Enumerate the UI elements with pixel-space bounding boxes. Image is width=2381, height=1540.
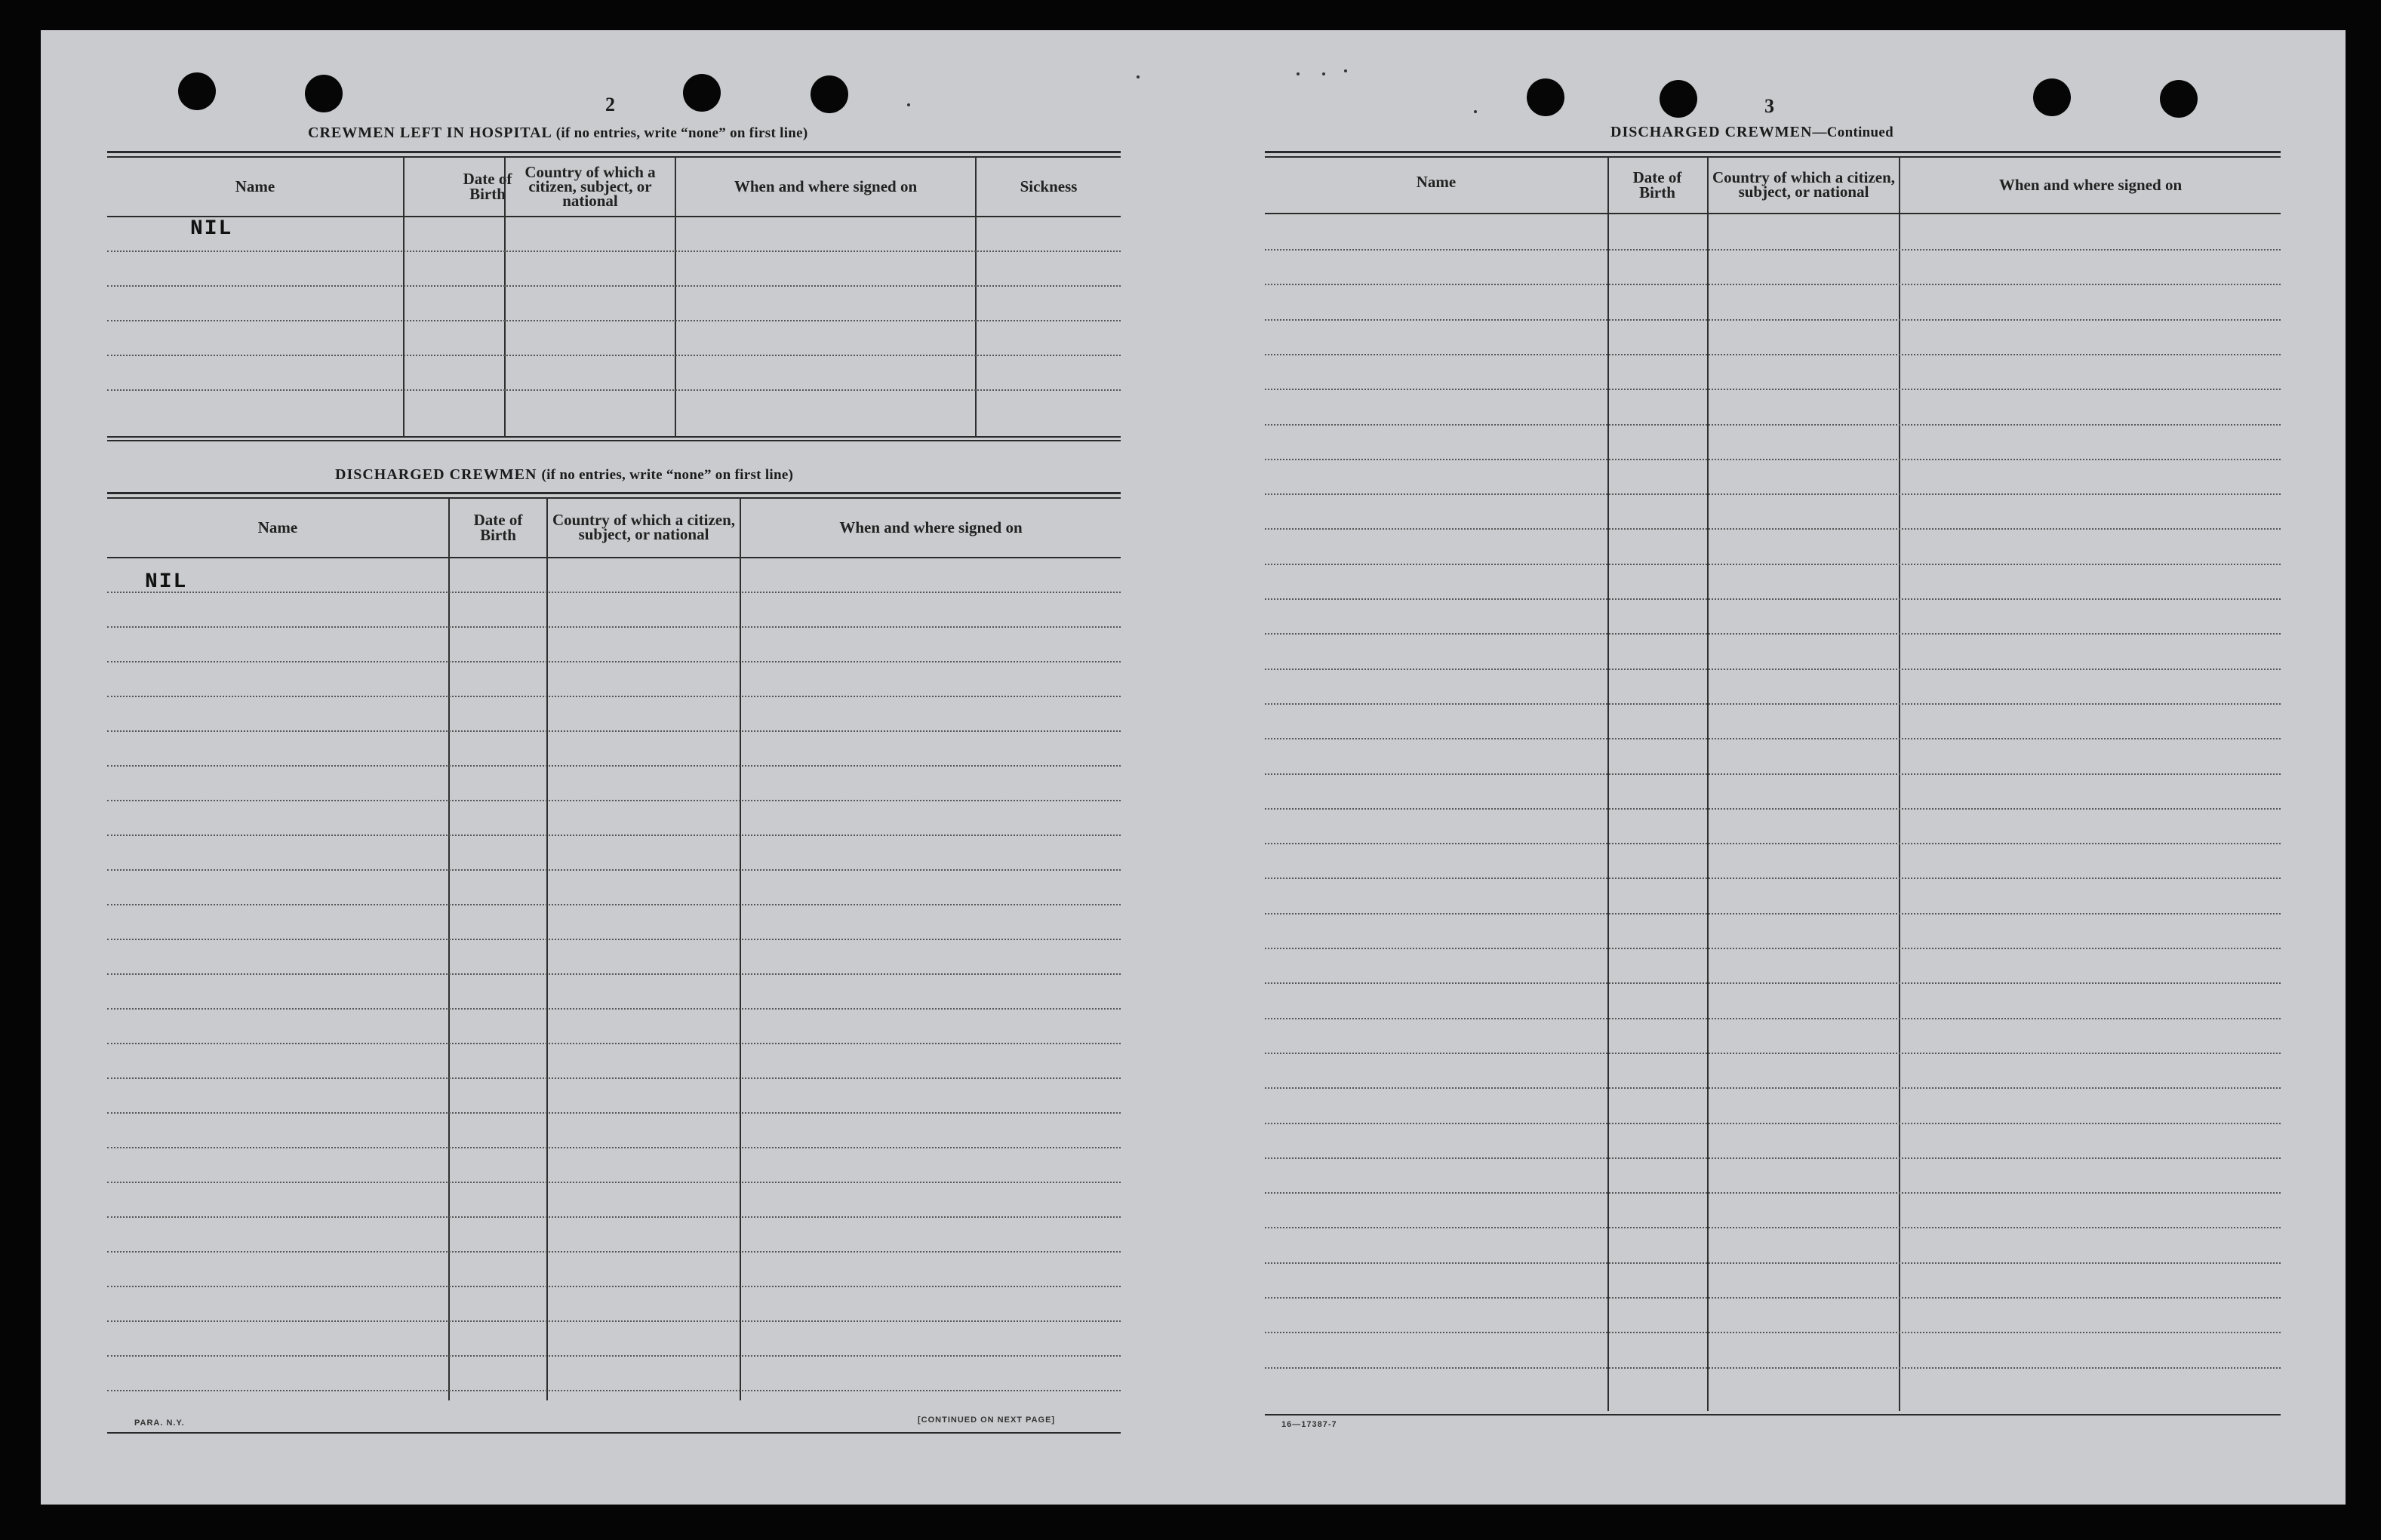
column-header-country: Country of which a citizen, subject, or national: [1712, 168, 1896, 201]
continued-suffix: —Continued: [1812, 124, 1893, 140]
ruling-line: [1265, 1262, 2281, 1264]
ruling-line: [107, 1147, 1121, 1148]
ruling-line: [1265, 703, 2281, 705]
ruling-line: [1265, 1157, 2281, 1159]
ruling-line: [1265, 878, 2281, 879]
column-header-signed-on: When and where signed on: [734, 177, 918, 195]
ruling-line: [1265, 738, 2281, 739]
column-header-signed-on: When and where signed on: [1998, 176, 2183, 194]
ruling-line: [1265, 598, 2281, 600]
page-number-left: 2: [605, 94, 615, 115]
discharged-section-title: [335, 466, 793, 484]
ruling-line: [107, 1355, 1121, 1357]
column-header-name: Name: [1416, 173, 1457, 191]
ruling-line: [1265, 1227, 2281, 1228]
column-header-date-of-birth: Date of Birth: [473, 511, 523, 544]
ruling-line: [107, 1390, 1121, 1391]
ruling-line: [107, 1251, 1121, 1253]
ruling-line: [107, 939, 1121, 940]
ruling-line: [107, 1112, 1121, 1114]
ruling-line: [1265, 528, 2281, 530]
ruling-line: [1265, 354, 2281, 355]
discharged-instruction: (if no entries, write “none” on first line): [541, 467, 794, 483]
speck: [1137, 75, 1140, 78]
ruling-line: [107, 730, 1121, 732]
column-header-country: Country of which a citizen, subject, or national: [524, 162, 656, 210]
speck: [1297, 72, 1300, 75]
ruling-line: [1265, 982, 2281, 984]
speck: [1344, 69, 1347, 72]
discharged-table-left: [107, 492, 1121, 1434]
ruling-line: [1265, 773, 2281, 775]
hospital-instruction: (if no entries, write “none” on first line): [555, 125, 808, 141]
column-header-country: Country of which a citizen, subject, or national: [552, 511, 736, 543]
punch-hole: [305, 75, 343, 112]
ruling-line: [1265, 1018, 2281, 1019]
discharged-title-text: DISCHARGED CREWMEN: [335, 466, 537, 483]
page-number-right: 3: [1764, 95, 1774, 117]
hospital-title-text: CREWMEN LEFT IN HOSPITAL: [308, 124, 552, 141]
ruling-line: [1265, 1297, 2281, 1299]
column-header-name: Name: [257, 518, 298, 536]
hospital-entry-name: NIL: [190, 217, 233, 241]
ruling-line: [107, 1182, 1121, 1183]
column-header-date-of-birth: Date of Birth: [1632, 168, 1682, 201]
ruling-line: [1265, 424, 2281, 426]
ruling-line: [1265, 1053, 2281, 1054]
ruling-line: [107, 1043, 1121, 1044]
ruling-line: [107, 626, 1121, 628]
ruling-line: [1265, 319, 2281, 321]
column-header-name: Name: [235, 177, 275, 195]
punch-hole: [683, 74, 721, 112]
footer-continued: [CONTINUED ON NEXT PAGE]: [918, 1416, 1056, 1425]
ruling-line: [1265, 669, 2281, 670]
ruling-line: [1265, 459, 2281, 460]
ruling-line: [1265, 808, 2281, 810]
discharged-entry-name: NIL: [145, 570, 188, 594]
ruling-line: [1265, 1332, 2281, 1333]
discharged-continued-title: [1610, 124, 1893, 141]
discharged-table-right: [1265, 151, 2281, 1419]
ruling-line: [107, 1008, 1121, 1010]
ruling-line: [107, 973, 1121, 975]
footer-printer: PARA. N.Y.: [134, 1419, 185, 1428]
column-header-signed-on: When and where signed on: [839, 518, 1023, 536]
hospital-section-title: [308, 124, 808, 142]
ruling-line: [1265, 284, 2281, 285]
punch-hole: [1660, 80, 1697, 118]
punch-hole: [2160, 80, 2198, 118]
ruling-line: [107, 800, 1121, 801]
ruling-line: [1265, 1367, 2281, 1369]
ruling-line: [1265, 843, 2281, 844]
speck: [1474, 110, 1477, 113]
ruling-line: [1265, 633, 2281, 635]
ruling-line: [107, 765, 1121, 767]
document-sheet: [41, 30, 2346, 1505]
ruling-line: [107, 696, 1121, 697]
speck: [1322, 72, 1325, 75]
punch-hole: [811, 75, 848, 113]
ruling-line: [1265, 1087, 2281, 1089]
punch-hole: [2033, 78, 2071, 116]
footer-form-number: 16—17387-7: [1281, 1420, 1337, 1429]
ruling-line: [107, 1320, 1121, 1322]
ruling-line: [107, 1077, 1121, 1079]
column-header-date-of-birth: Date of Birth: [463, 170, 512, 203]
ruling-line: [107, 835, 1121, 836]
ruling-line: [107, 904, 1121, 905]
speck: [907, 103, 910, 106]
ruling-line: [1265, 1123, 2281, 1124]
ruling-line: [1265, 1192, 2281, 1194]
ruling-line: [107, 661, 1121, 662]
punch-hole: [178, 72, 216, 110]
ruling-line: [107, 869, 1121, 871]
ruling-line: [1265, 249, 2281, 251]
ruling-line: [1265, 948, 2281, 949]
ruling-line: [1265, 913, 2281, 914]
column-header-sickness: Sickness: [1020, 177, 1078, 195]
ruling-line: [107, 592, 1121, 593]
ruling-line: [107, 1286, 1121, 1287]
ruling-line: [1265, 493, 2281, 495]
ruling-line: [1265, 389, 2281, 390]
hospital-table: [107, 151, 1121, 441]
ruling-line: [1265, 564, 2281, 565]
continued-title-text: DISCHARGED CREWMEN: [1610, 124, 1813, 140]
ruling-line: [107, 1216, 1121, 1218]
punch-hole: [1527, 78, 1564, 116]
